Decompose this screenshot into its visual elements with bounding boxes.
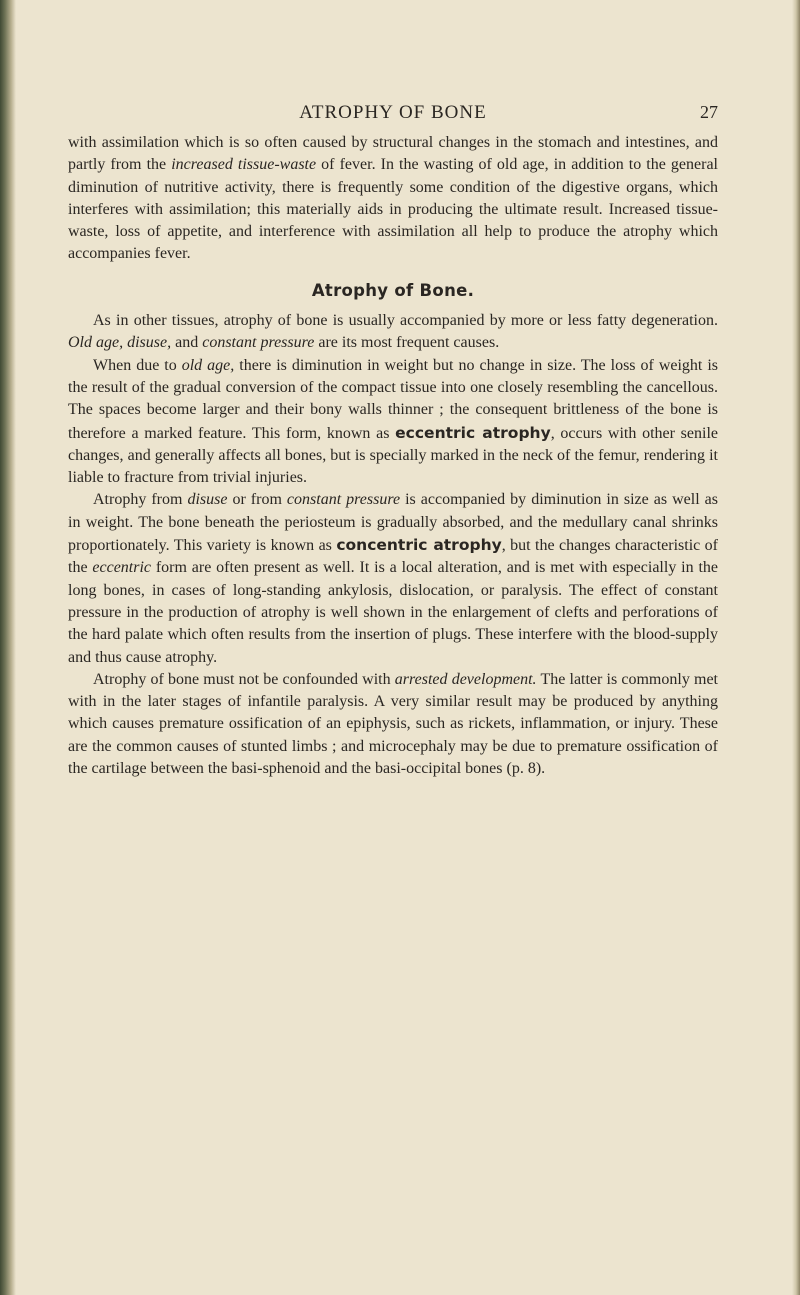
text-run: Atrophy from: [93, 491, 188, 509]
text-run: As in other tissues, atrophy of bone is usually accompanied by more or less fatty degeneration.: [93, 312, 718, 330]
text-run: is accompanied by diminution in size as well as in weight. The bone beneath the periosteum is gradually absorbed, and the medullary canal shrinks proportionately. This variety is known as: [68, 491, 718, 555]
italic-phrase: arrested development.: [394, 670, 537, 688]
paragraph: [68, 132, 718, 266]
text-run: The latter is commonly met with in the later stages of infantile paralysis. A very similar result may be produced by anything which causes premature ossification of an epiphysis, such as rickets, inflammation, or injury. These are the common causes of stunted limbs ; and microcephaly may be due to premature ossification of the cartilage between the basi-sphenoid and the basi-occipital bones (p. 8).: [68, 670, 718, 778]
italic-phrase: old age,: [181, 356, 235, 374]
italic-phrase: constant pressure: [202, 334, 315, 352]
italic-phrase: Old age, disuse,: [68, 334, 172, 352]
text-run: are its most frequent causes.: [314, 334, 500, 352]
text-run: there is diminution in weight but no change in size. The loss of weight is the result of the gradual conversion of the compact tissue into one closely resembling the cancellous. The spaces become larger and their bony walls thinner ; the consequent brittleness of the bone is therefore a marked feature. This form, known as: [68, 356, 719, 442]
page-left-edge-shadow: [0, 0, 16, 1295]
text-run: and: [171, 334, 203, 352]
paragraph: [68, 669, 718, 780]
text-run: , occurs with other senile changes, and generally affects all bones, but is specially marked in the neck of the femur, rendering it liable to fracture from trivial injuries.: [68, 424, 718, 487]
text-run: of fever. In the wasting of old age, in addition to the general diminution of nutritive activity, there is frequently some condition of the digestive organs, which interferes with assimilation; this materially aids in producing the ultimate result. Increased tissue-waste, loss of appetite, and interference with assimilation all help to produce the atrophy which accompanies fever.: [68, 156, 718, 263]
bold-term: concentric atrophy: [336, 536, 502, 555]
text-run: Atrophy of bone must not be confounded with: [93, 670, 395, 688]
paragraph: [68, 310, 718, 355]
text-run: , but the changes characteristic of the: [68, 537, 719, 577]
paragraph: [68, 355, 718, 490]
italic-phrase: eccentric: [92, 559, 152, 577]
body-text: [68, 132, 718, 780]
paragraph: [68, 489, 718, 668]
page-header: [68, 100, 718, 130]
italic-phrase: constant pressure: [286, 491, 401, 509]
italic-phrase: disuse: [187, 491, 228, 509]
page-number: 27: [700, 102, 718, 122]
running-head: ATROPHY OF BONE: [299, 102, 487, 123]
page-right-edge-shadow: [792, 0, 800, 1295]
italic-phrase: increased tissue-waste: [171, 156, 317, 174]
section-heading: Atrophy of Bone.: [311, 280, 475, 300]
text-run: or from: [227, 491, 287, 509]
text-run: with assimilation which is so often caused by structural changes in the stomach and intestines, and partly from the: [68, 134, 718, 174]
text-run: When due to: [93, 356, 182, 374]
bold-term: eccentric atrophy: [395, 423, 551, 442]
text-run: form are often present as well. It is a local alteration, and is met with especially in the long bones, in cases of long-standing ankylosis, dislocation, or paralysis. The effect of constant pressure in the production of atrophy is well shown in the enlargement of clefts and perforations of the hard palate which often results from the insertion of plugs. These interfere with the blood-supply and thus cause atrophy.: [68, 559, 719, 666]
